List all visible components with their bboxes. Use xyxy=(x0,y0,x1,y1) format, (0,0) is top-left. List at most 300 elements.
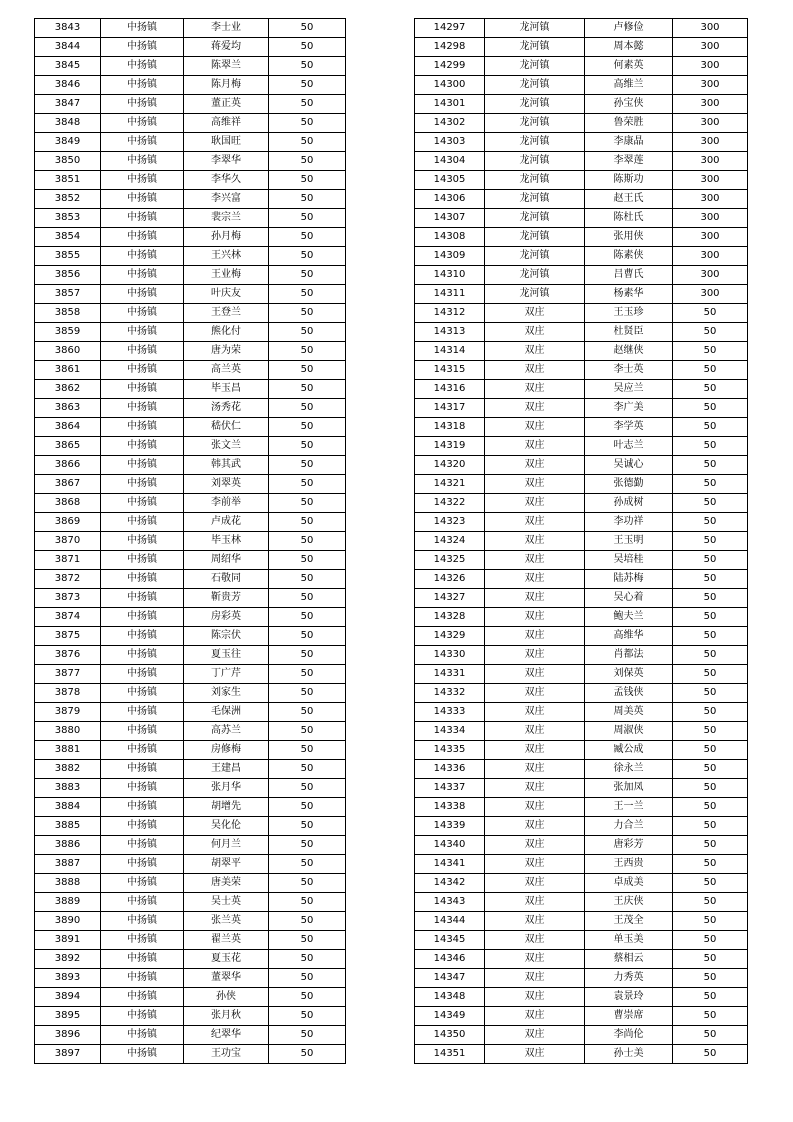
town-cell: 龙河镇 xyxy=(485,171,585,190)
name-cell: 赵继侠 xyxy=(585,342,673,361)
name-cell: 李翠华 xyxy=(184,152,269,171)
amount-cell: 50 xyxy=(269,798,346,817)
serial-number-cell: 14343 xyxy=(415,893,485,912)
name-cell: 李尚伦 xyxy=(585,1026,673,1045)
name-cell: 陈斯功 xyxy=(585,171,673,190)
name-cell: 裴宗兰 xyxy=(184,209,269,228)
amount-cell: 300 xyxy=(673,190,748,209)
table-row xyxy=(35,855,346,874)
amount-cell: 50 xyxy=(269,969,346,988)
table-row xyxy=(35,1007,346,1026)
serial-number-cell: 3883 xyxy=(35,779,101,798)
name-cell: 王业梅 xyxy=(184,266,269,285)
serial-number-cell: 3885 xyxy=(35,817,101,836)
amount-cell: 50 xyxy=(269,722,346,741)
serial-number-cell: 14327 xyxy=(415,589,485,608)
table-row xyxy=(35,1045,346,1064)
serial-number-cell: 3866 xyxy=(35,456,101,475)
amount-cell: 50 xyxy=(673,399,748,418)
amount-cell: 50 xyxy=(673,779,748,798)
amount-cell: 50 xyxy=(673,798,748,817)
amount-cell: 50 xyxy=(673,342,748,361)
amount-cell: 50 xyxy=(269,456,346,475)
table-row xyxy=(35,760,346,779)
serial-number-cell: 3884 xyxy=(35,798,101,817)
name-cell: 孙宝侠 xyxy=(585,95,673,114)
amount-cell: 50 xyxy=(673,361,748,380)
town-cell: 中扬镇 xyxy=(101,836,184,855)
town-cell: 双庄 xyxy=(485,361,585,380)
amount-cell: 50 xyxy=(673,304,748,323)
town-cell: 双庄 xyxy=(485,399,585,418)
town-cell: 龙河镇 xyxy=(485,57,585,76)
amount-cell: 50 xyxy=(269,171,346,190)
town-cell: 中扬镇 xyxy=(101,437,184,456)
town-cell: 龙河镇 xyxy=(485,190,585,209)
name-cell: 叶庆友 xyxy=(184,285,269,304)
amount-cell: 50 xyxy=(269,570,346,589)
amount-cell: 50 xyxy=(269,95,346,114)
amount-cell: 50 xyxy=(269,513,346,532)
town-cell: 龙河镇 xyxy=(485,114,585,133)
town-cell: 中扬镇 xyxy=(101,798,184,817)
amount-cell: 50 xyxy=(269,950,346,969)
name-cell: 唐为荣 xyxy=(184,342,269,361)
amount-cell: 50 xyxy=(269,209,346,228)
table-row xyxy=(415,266,748,285)
serial-number-cell: 14333 xyxy=(415,703,485,722)
table-row xyxy=(35,551,346,570)
town-cell: 中扬镇 xyxy=(101,760,184,779)
serial-number-cell: 3880 xyxy=(35,722,101,741)
town-cell: 龙河镇 xyxy=(485,285,585,304)
name-cell: 王登兰 xyxy=(184,304,269,323)
name-cell: 李华久 xyxy=(184,171,269,190)
amount-cell: 50 xyxy=(269,437,346,456)
amount-cell: 50 xyxy=(269,361,346,380)
name-cell: 高维华 xyxy=(585,627,673,646)
name-cell: 肖都法 xyxy=(585,646,673,665)
table-row xyxy=(35,57,346,76)
amount-cell: 300 xyxy=(673,247,748,266)
serial-number-cell: 14308 xyxy=(415,228,485,247)
serial-number-cell: 3888 xyxy=(35,874,101,893)
town-cell: 双庄 xyxy=(485,988,585,1007)
table-row xyxy=(415,912,748,931)
amount-cell: 50 xyxy=(673,475,748,494)
serial-number-cell: 14319 xyxy=(415,437,485,456)
table-row xyxy=(415,323,748,342)
town-cell: 双庄 xyxy=(485,1026,585,1045)
name-cell: 陈翠兰 xyxy=(184,57,269,76)
amount-cell: 50 xyxy=(673,969,748,988)
serial-number-cell: 14321 xyxy=(415,475,485,494)
serial-number-cell: 14322 xyxy=(415,494,485,513)
name-cell: 曹崇席 xyxy=(585,1007,673,1026)
town-cell: 双庄 xyxy=(485,1045,585,1064)
amount-cell: 50 xyxy=(269,1045,346,1064)
amount-cell: 50 xyxy=(673,722,748,741)
amount-cell: 50 xyxy=(269,532,346,551)
name-cell: 房彩英 xyxy=(184,608,269,627)
name-cell: 刘保英 xyxy=(585,665,673,684)
serial-number-cell: 14310 xyxy=(415,266,485,285)
serial-number-cell: 14338 xyxy=(415,798,485,817)
name-cell: 陈素侠 xyxy=(585,247,673,266)
serial-number-cell: 14302 xyxy=(415,114,485,133)
name-cell: 孙成树 xyxy=(585,494,673,513)
serial-number-cell: 3857 xyxy=(35,285,101,304)
table-row xyxy=(415,133,748,152)
town-cell: 双庄 xyxy=(485,304,585,323)
serial-number-cell: 3864 xyxy=(35,418,101,437)
serial-number-cell: 3855 xyxy=(35,247,101,266)
amount-cell: 50 xyxy=(673,931,748,950)
name-cell: 毕玉昌 xyxy=(184,380,269,399)
town-cell: 龙河镇 xyxy=(485,95,585,114)
serial-number-cell: 3859 xyxy=(35,323,101,342)
table-row xyxy=(35,399,346,418)
table-row xyxy=(35,798,346,817)
name-cell: 刘翠英 xyxy=(184,475,269,494)
town-cell: 中扬镇 xyxy=(101,380,184,399)
table-row xyxy=(35,456,346,475)
name-cell: 力秀英 xyxy=(585,969,673,988)
town-cell: 中扬镇 xyxy=(101,570,184,589)
name-cell: 房修梅 xyxy=(184,741,269,760)
serial-number-cell: 14297 xyxy=(415,19,485,38)
town-cell: 双庄 xyxy=(485,836,585,855)
amount-cell: 50 xyxy=(269,684,346,703)
serial-number-cell: 3862 xyxy=(35,380,101,399)
table-row xyxy=(415,399,748,418)
serial-number-cell: 14349 xyxy=(415,1007,485,1026)
town-cell: 中扬镇 xyxy=(101,817,184,836)
amount-cell: 50 xyxy=(673,570,748,589)
serial-number-cell: 3874 xyxy=(35,608,101,627)
town-cell: 中扬镇 xyxy=(101,703,184,722)
town-cell: 中扬镇 xyxy=(101,950,184,969)
amount-cell: 50 xyxy=(673,532,748,551)
name-cell: 鲁荣胜 xyxy=(585,114,673,133)
serial-number-cell: 3856 xyxy=(35,266,101,285)
town-cell: 中扬镇 xyxy=(101,342,184,361)
town-cell: 中扬镇 xyxy=(101,76,184,95)
serial-number-cell: 3882 xyxy=(35,760,101,779)
amount-cell: 50 xyxy=(269,152,346,171)
amount-cell: 50 xyxy=(269,988,346,1007)
serial-number-cell: 3870 xyxy=(35,532,101,551)
table-row xyxy=(415,608,748,627)
table-row xyxy=(35,589,346,608)
table-row xyxy=(415,456,748,475)
town-cell: 中扬镇 xyxy=(101,874,184,893)
town-cell: 中扬镇 xyxy=(101,779,184,798)
town-cell: 中扬镇 xyxy=(101,912,184,931)
amount-cell: 50 xyxy=(269,741,346,760)
serial-number-cell: 14342 xyxy=(415,874,485,893)
amount-cell: 50 xyxy=(673,627,748,646)
town-cell: 中扬镇 xyxy=(101,494,184,513)
amount-cell: 50 xyxy=(269,76,346,95)
serial-number-cell: 3867 xyxy=(35,475,101,494)
amount-cell: 50 xyxy=(269,608,346,627)
amount-cell: 50 xyxy=(673,950,748,969)
town-cell: 双庄 xyxy=(485,570,585,589)
table-row xyxy=(415,1007,748,1026)
serial-number-cell: 14330 xyxy=(415,646,485,665)
serial-number-cell: 3853 xyxy=(35,209,101,228)
right-roster-table xyxy=(414,18,748,1064)
town-cell: 中扬镇 xyxy=(101,475,184,494)
name-cell: 孙士美 xyxy=(585,1045,673,1064)
serial-number-cell: 3871 xyxy=(35,551,101,570)
amount-cell: 50 xyxy=(269,399,346,418)
table-row xyxy=(415,551,748,570)
town-cell: 双庄 xyxy=(485,646,585,665)
serial-number-cell: 3845 xyxy=(35,57,101,76)
serial-number-cell: 14318 xyxy=(415,418,485,437)
amount-cell: 300 xyxy=(673,285,748,304)
name-cell: 毛保洲 xyxy=(184,703,269,722)
name-cell: 周本懿 xyxy=(585,38,673,57)
table-row xyxy=(35,114,346,133)
table-row xyxy=(415,760,748,779)
name-cell: 高苏兰 xyxy=(184,722,269,741)
amount-cell: 50 xyxy=(673,437,748,456)
name-cell: 孙侠 xyxy=(184,988,269,1007)
name-cell: 张加凤 xyxy=(585,779,673,798)
table-row xyxy=(415,969,748,988)
name-cell: 耿国旺 xyxy=(184,133,269,152)
table-row xyxy=(35,437,346,456)
name-cell: 赵王氏 xyxy=(585,190,673,209)
town-cell: 双庄 xyxy=(485,893,585,912)
town-cell: 中扬镇 xyxy=(101,684,184,703)
town-cell: 双庄 xyxy=(485,703,585,722)
serial-number-cell: 14317 xyxy=(415,399,485,418)
amount-cell: 50 xyxy=(269,817,346,836)
serial-number-cell: 14305 xyxy=(415,171,485,190)
name-cell: 杜贤臣 xyxy=(585,323,673,342)
name-cell: 李广美 xyxy=(585,399,673,418)
name-cell: 卢修俭 xyxy=(585,19,673,38)
serial-number-cell: 3887 xyxy=(35,855,101,874)
serial-number-cell: 14320 xyxy=(415,456,485,475)
serial-number-cell: 14314 xyxy=(415,342,485,361)
table-row xyxy=(415,152,748,171)
town-cell: 中扬镇 xyxy=(101,19,184,38)
town-cell: 龙河镇 xyxy=(485,209,585,228)
serial-number-cell: 3890 xyxy=(35,912,101,931)
town-cell: 双庄 xyxy=(485,855,585,874)
town-cell: 龙河镇 xyxy=(485,19,585,38)
amount-cell: 50 xyxy=(673,646,748,665)
table-row xyxy=(415,76,748,95)
table-row xyxy=(35,494,346,513)
amount-cell: 50 xyxy=(269,247,346,266)
amount-cell: 300 xyxy=(673,95,748,114)
town-cell: 中扬镇 xyxy=(101,589,184,608)
amount-cell: 50 xyxy=(269,323,346,342)
serial-number-cell: 14345 xyxy=(415,931,485,950)
table-row xyxy=(415,95,748,114)
table-row xyxy=(415,342,748,361)
name-cell: 周绍华 xyxy=(184,551,269,570)
serial-number-cell: 3844 xyxy=(35,38,101,57)
name-cell: 鲍夫兰 xyxy=(585,608,673,627)
name-cell: 董翠华 xyxy=(184,969,269,988)
town-cell: 双庄 xyxy=(485,589,585,608)
table-row xyxy=(415,950,748,969)
serial-number-cell: 3846 xyxy=(35,76,101,95)
name-cell: 周美英 xyxy=(585,703,673,722)
serial-number-cell: 3881 xyxy=(35,741,101,760)
amount-cell: 50 xyxy=(269,589,346,608)
table-row xyxy=(35,152,346,171)
town-cell: 双庄 xyxy=(485,722,585,741)
town-cell: 龙河镇 xyxy=(485,38,585,57)
name-cell: 孙月梅 xyxy=(184,228,269,247)
table-row xyxy=(415,893,748,912)
name-cell: 吴诚心 xyxy=(585,456,673,475)
amount-cell: 300 xyxy=(673,266,748,285)
amount-cell: 50 xyxy=(269,855,346,874)
amount-cell: 50 xyxy=(673,760,748,779)
table-row xyxy=(35,209,346,228)
town-cell: 中扬镇 xyxy=(101,1045,184,1064)
town-cell: 中扬镇 xyxy=(101,855,184,874)
town-cell: 中扬镇 xyxy=(101,627,184,646)
name-cell: 张兰英 xyxy=(184,912,269,931)
town-cell: 双庄 xyxy=(485,532,585,551)
town-cell: 中扬镇 xyxy=(101,988,184,1007)
town-cell: 中扬镇 xyxy=(101,456,184,475)
amount-cell: 50 xyxy=(269,266,346,285)
serial-number-cell: 14329 xyxy=(415,627,485,646)
name-cell: 王庆侠 xyxy=(585,893,673,912)
serial-number-cell: 14304 xyxy=(415,152,485,171)
town-cell: 双庄 xyxy=(485,912,585,931)
town-cell: 中扬镇 xyxy=(101,247,184,266)
serial-number-cell: 3889 xyxy=(35,893,101,912)
table-row xyxy=(35,931,346,950)
amount-cell: 50 xyxy=(269,646,346,665)
town-cell: 双庄 xyxy=(485,665,585,684)
table-row xyxy=(415,418,748,437)
name-cell: 夏玉往 xyxy=(184,646,269,665)
name-cell: 夏玉花 xyxy=(184,950,269,969)
town-cell: 双庄 xyxy=(485,437,585,456)
left-roster-table xyxy=(34,18,346,1064)
name-cell: 王兴林 xyxy=(184,247,269,266)
amount-cell: 50 xyxy=(673,494,748,513)
table-row xyxy=(35,95,346,114)
town-cell: 双庄 xyxy=(485,475,585,494)
name-cell: 胡翠平 xyxy=(184,855,269,874)
table-row xyxy=(415,285,748,304)
name-cell: 唐美荣 xyxy=(184,874,269,893)
amount-cell: 50 xyxy=(673,836,748,855)
table-row xyxy=(35,627,346,646)
table-row xyxy=(35,190,346,209)
table-row xyxy=(35,418,346,437)
serial-number-cell: 3869 xyxy=(35,513,101,532)
table-row xyxy=(35,38,346,57)
table-row xyxy=(35,741,346,760)
name-cell: 张月秋 xyxy=(184,1007,269,1026)
amount-cell: 50 xyxy=(269,38,346,57)
table-row xyxy=(35,703,346,722)
amount-cell: 50 xyxy=(673,874,748,893)
table-row xyxy=(415,570,748,589)
name-cell: 吕曹氏 xyxy=(585,266,673,285)
table-row xyxy=(35,19,346,38)
table-row xyxy=(415,171,748,190)
town-cell: 双庄 xyxy=(485,494,585,513)
amount-cell: 50 xyxy=(269,779,346,798)
name-cell: 陆苏梅 xyxy=(585,570,673,589)
table-row xyxy=(35,969,346,988)
table-row xyxy=(35,893,346,912)
town-cell: 双庄 xyxy=(485,342,585,361)
table-row xyxy=(415,779,748,798)
serial-number-cell: 3879 xyxy=(35,703,101,722)
amount-cell: 300 xyxy=(673,38,748,57)
serial-number-cell: 3849 xyxy=(35,133,101,152)
town-cell: 龙河镇 xyxy=(485,76,585,95)
table-row xyxy=(415,247,748,266)
serial-number-cell: 14344 xyxy=(415,912,485,931)
town-cell: 中扬镇 xyxy=(101,38,184,57)
town-cell: 中扬镇 xyxy=(101,95,184,114)
amount-cell: 50 xyxy=(673,1007,748,1026)
town-cell: 龙河镇 xyxy=(485,228,585,247)
table-row xyxy=(415,380,748,399)
table-row xyxy=(35,323,346,342)
amount-cell: 50 xyxy=(269,912,346,931)
amount-cell: 300 xyxy=(673,152,748,171)
table-row xyxy=(35,532,346,551)
serial-number-cell: 14339 xyxy=(415,817,485,836)
table-row xyxy=(35,475,346,494)
amount-cell: 50 xyxy=(269,304,346,323)
amount-cell: 50 xyxy=(673,1026,748,1045)
name-cell: 蒋爱均 xyxy=(184,38,269,57)
serial-number-cell: 3894 xyxy=(35,988,101,1007)
town-cell: 双庄 xyxy=(485,760,585,779)
serial-number-cell: 14298 xyxy=(415,38,485,57)
name-cell: 胡增先 xyxy=(184,798,269,817)
name-cell: 韩其武 xyxy=(184,456,269,475)
table-row xyxy=(35,266,346,285)
town-cell: 双庄 xyxy=(485,741,585,760)
table-row xyxy=(415,589,748,608)
town-cell: 中扬镇 xyxy=(101,114,184,133)
amount-cell: 50 xyxy=(269,874,346,893)
name-cell: 高维祥 xyxy=(184,114,269,133)
serial-number-cell: 14337 xyxy=(415,779,485,798)
name-cell: 吴化伦 xyxy=(184,817,269,836)
name-cell: 周淑侠 xyxy=(585,722,673,741)
table-row xyxy=(415,931,748,950)
name-cell: 李康晶 xyxy=(585,133,673,152)
table-row xyxy=(35,779,346,798)
amount-cell: 50 xyxy=(269,190,346,209)
name-cell: 叶志兰 xyxy=(585,437,673,456)
amount-cell: 50 xyxy=(673,817,748,836)
table-row xyxy=(35,228,346,247)
